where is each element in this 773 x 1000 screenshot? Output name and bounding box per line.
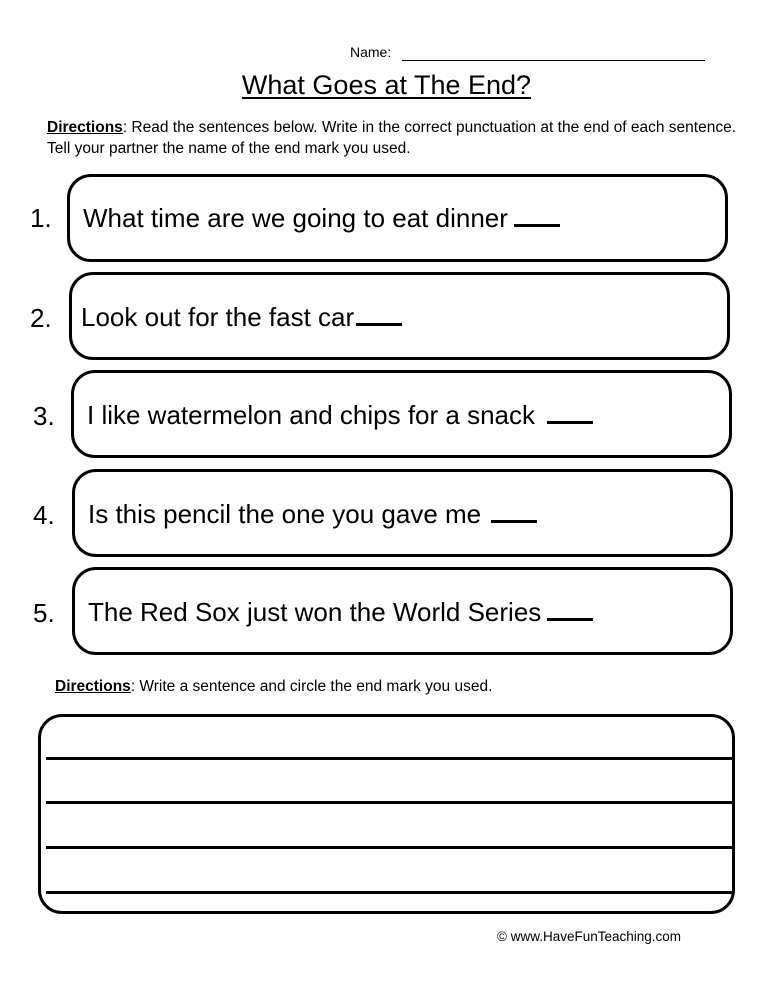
- directions-text: : Write a sentence and circle the end mark you used.: [130, 678, 493, 695]
- writing-line-1[interactable]: [46, 757, 732, 760]
- answer-blank-1[interactable]: [514, 224, 560, 227]
- question-number-2: 2.: [30, 303, 52, 333]
- answer-blank-5[interactable]: [547, 618, 593, 621]
- question-sentence-1: [83, 203, 560, 234]
- question-number-5: 5.: [33, 598, 55, 628]
- writing-box: [38, 714, 735, 914]
- sentence-text: The Red Sox just won the World Series: [88, 597, 542, 627]
- sentence-text: What time are we going to eat dinner: [83, 203, 508, 233]
- question-sentence-2: [81, 302, 402, 333]
- question-sentence-4: [88, 499, 537, 530]
- sentence-text: I like watermelon and chips for a snack: [87, 400, 535, 430]
- answer-blank-2[interactable]: [356, 323, 402, 326]
- copyright-footer: © www.HaveFunTeaching.com: [497, 929, 682, 944]
- directions-bottom: [55, 678, 492, 696]
- name-label: Name:: [350, 44, 392, 60]
- directions-label: Directions: [55, 678, 131, 695]
- question-number-1: 1.: [30, 203, 52, 233]
- sentence-text: Look out for the fast car: [81, 302, 355, 332]
- worksheet-title: What Goes at The End?: [241, 70, 532, 100]
- directions-text: : Read the sentences below. Write in the correct punctuation at the end of each sentence. Tell your partner the name of the end mark you used.: [47, 119, 737, 157]
- name-field-line[interactable]: [402, 60, 705, 61]
- sentence-text: Is this pencil the one you gave me: [88, 499, 482, 529]
- writing-line-3[interactable]: [46, 846, 732, 849]
- question-sentence-5: [88, 597, 593, 628]
- writing-line-4[interactable]: [46, 891, 732, 894]
- question-sentence-3: [87, 400, 593, 431]
- writing-line-2[interactable]: [46, 801, 732, 804]
- question-number-3: 3.: [33, 401, 55, 431]
- answer-blank-3[interactable]: [547, 421, 593, 424]
- question-number-4: 4.: [33, 500, 55, 530]
- answer-blank-4[interactable]: [491, 520, 537, 523]
- directions-label: Directions: [47, 119, 123, 136]
- directions-top: [47, 117, 737, 159]
